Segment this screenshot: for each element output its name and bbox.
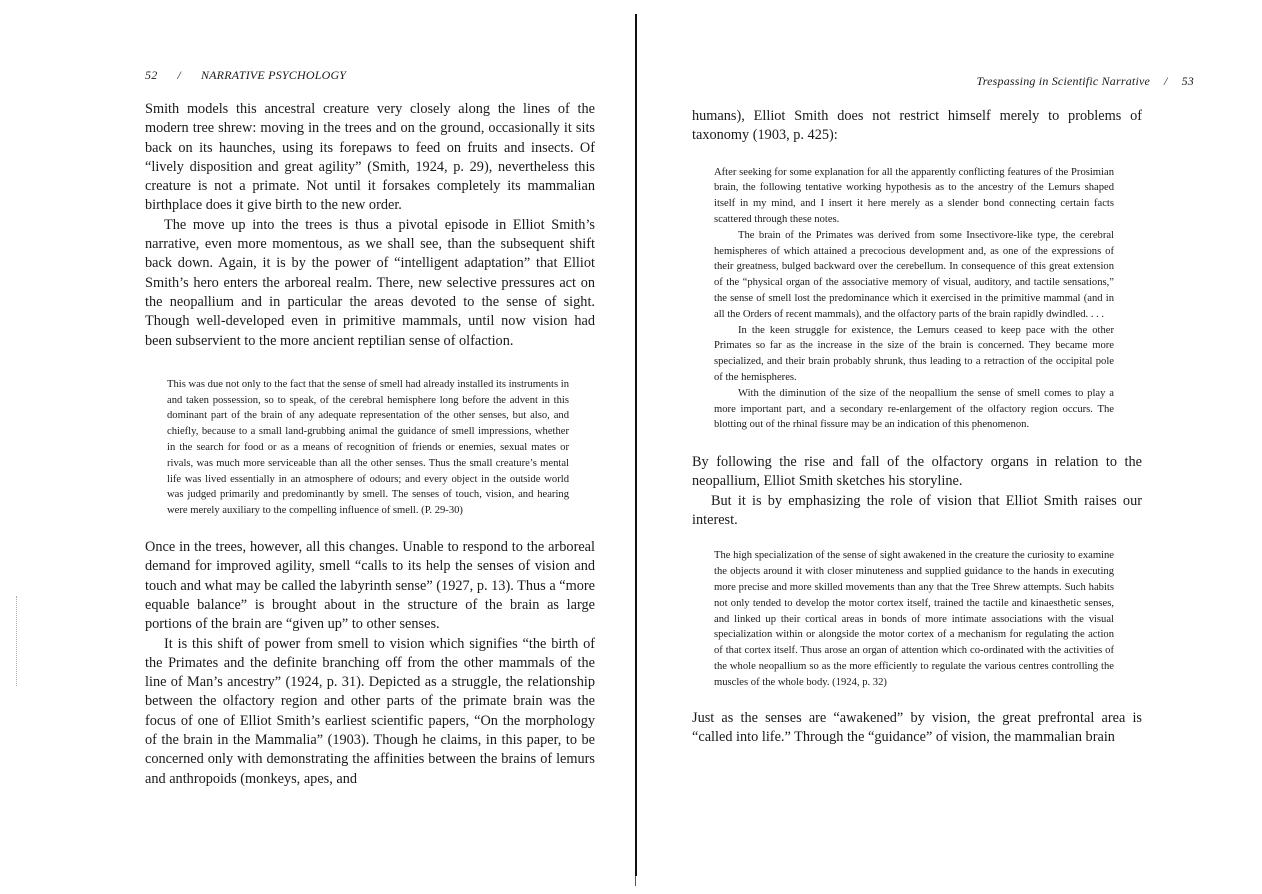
- right-paragraph-1: humans), Elliot Smith does not restrict himself merely to problems of taxonomy (1903, p. 425):: [692, 108, 1142, 144]
- right-paragraph-3: But it is by emphasizing the role of vision that Elliot Smith raises our interest.: [692, 492, 1142, 529]
- right-running-head: [976, 74, 1194, 89]
- left-text-block: [145, 100, 595, 789]
- left-head-separator: /: [177, 68, 181, 82]
- left-block-quote-text: This was due not only to the fact that the sense of smell had already installed its instruments in and taken possession, so to speak, of the cerebral hemisphere long before the advent in this dominant part of the brain of any adequate representation of the other senses, but also, and chiefly, because to a small land-grubbing animal the guidance of smell impressions, whether in the search for food or as a means of recognition of friends or enemies, sexual mates or rivals, was much more serviceable than all the other senses. Thus the small creature’s mental life was lived essentially in an atmosphere of odours; and every object in the outside world was judged primarily and predominantly by smell. The senses of touch, vision, and hearing were merely auxiliary to the compelling influence of smell. (P. 29-30): [167, 378, 569, 517]
- right-quote-1-para-1: After seeking for some explanation for all the apparently conflicting features of the Prosimian brain, the following tentative working hypothesis as to the ancestry of the Lemurs shaped itself in my mind, and I insert it here merely as a slender bond connecting certain facts scattered through these notes.: [714, 166, 1114, 225]
- right-quote-1-para-3: In the keen struggle for existence, the Lemurs ceased to keep pace with the other Primates so far as the increase in the size of the brain is concerned. They became more specialized, and their brain probably shrunk, thus leading to a retraction of the occipital pole of the hemispheres.: [714, 324, 1114, 383]
- left-paragraph-2: The move up into the trees is thus a pivotal episode in Elliot Smith’s narrative, even more momentous, as we shall see, than the subsequent shift back down. Again, it is by the power of “intelligent adaptation” that Elliot Smith’s hero enters the arboreal realm. There, new selective pressures act on the neopallium and in particular the areas devoted to the sense of sight. Though well-developed even in primitive mammals, until now vision had been subservient to the more ancient reptilian sense of olfaction.: [145, 216, 595, 349]
- left-head-title: NARRATIVE PSYCHOLOGY: [200, 68, 347, 82]
- left-running-head: [145, 68, 346, 83]
- left-page-number: 52: [145, 68, 158, 82]
- right-page-number: 53: [1181, 74, 1194, 88]
- left-paragraph-4: It is this shift of power from smell to vision which signifies “the birth of the Primates and the definite branching off from the other mammals of the line of Man’s ancestry” (1924, p. 31). Depicted as a struggle, the relationship between the olfactory region and other parts of the primate brain was the focus of one of Elliot Smith’s earliest scientific papers, “On the morphology of the brain in the Mammalia” (1903). Though he claims, in this paper, to be concerned only with demonstrating the affinities between the brains of lemurs and anthropoids (monkeys, apes, and: [145, 635, 595, 787]
- right-quote-1-para-2: The brain of the Primates was derived from some Insectivore-like type, the cerebral hemispheres of which attained a precocious development and, as one of the expressions of their greatness, bulged backward over the cerebellum. In consequence of this great extension of the “physical organ of the associative memory of visual, auditory, and tactile sensations,” the sense of smell lost the predominance which it exercised in the primitive mammal (and in all the Orders of recent mammals), and the olfactory parts of the brain rapidly dwindled. . . .: [714, 229, 1114, 320]
- left-paragraph-3: Once in the trees, however, all this changes. Unable to respond to the arboreal demand for improved agility, smell “calls to its help the senses of vision and touch and what may be called the labyrinth sense” (1927, p. 13). Thus a “more equable balance” is brought about in the structure of the brain as large portions of the brain are “given up” to other senses.: [145, 539, 595, 633]
- right-text-block: [692, 107, 1142, 747]
- right-head-separator: /: [1164, 74, 1168, 88]
- left-paragraph-1: Smith models this ancestral creature very closely along the lines of the modern tree shrew: moving in the trees and on the ground, occasionally it sits back on its haunches, using its forepaws to feed on fruits and insects. Of “lively disposition and great agility” (Smith, 1924, p. 29), nevertheless this creature is not a primate. Not until it forsakes completely its mammalian birthplace does it give birth to the new order.: [145, 101, 595, 214]
- right-block-quote-1: [714, 165, 1114, 434]
- right-page: [638, 0, 1262, 894]
- right-block-quote-2: [714, 548, 1114, 690]
- right-quote-1-para-4: With the diminution of the size of the neopallium the sense of smell comes to play a more important part, and a secondary re-enlargement of the olfactory region occurs. The blotting out of the rhinal fissure may be an indication of this phenomenon.: [714, 387, 1114, 431]
- left-block-quote: [167, 377, 569, 519]
- right-quote-2-text: The high specialization of the sense of sight awakened in the creature the curiosity to examine the objects around it with closer minuteness and supplied guidance to the hands in executing more precise and more skilled movements than any that the Tree Shrew attempts. Such habits not only tended to develop the motor cortex itself, trained the tactile and kinaesthetic senses, and linked up their cortical areas in bonds of more intimate associations with the visual specialization within or alongside the motor cortex of a mechanism for regulating the action of that cortex itself. Thus arose an organ of attention which co-ordinated with the activities of the whole neopallium so as the more efficiently to regulate the various centres controlling the muscles of the whole body. (1924, p. 32): [714, 550, 1114, 688]
- right-head-title: Trespassing in Scientific Narrative: [976, 74, 1151, 88]
- right-paragraph-2: By following the rise and fall of the olfactory organs in relation to the neopallium, Elliot Smith sketches his storyline.: [692, 454, 1142, 490]
- right-paragraph-4: Just as the senses are “awakened” by vision, the great prefrontal area is “called into life.” Through the “guidance” of vision, the mammalian brain: [692, 709, 1142, 745]
